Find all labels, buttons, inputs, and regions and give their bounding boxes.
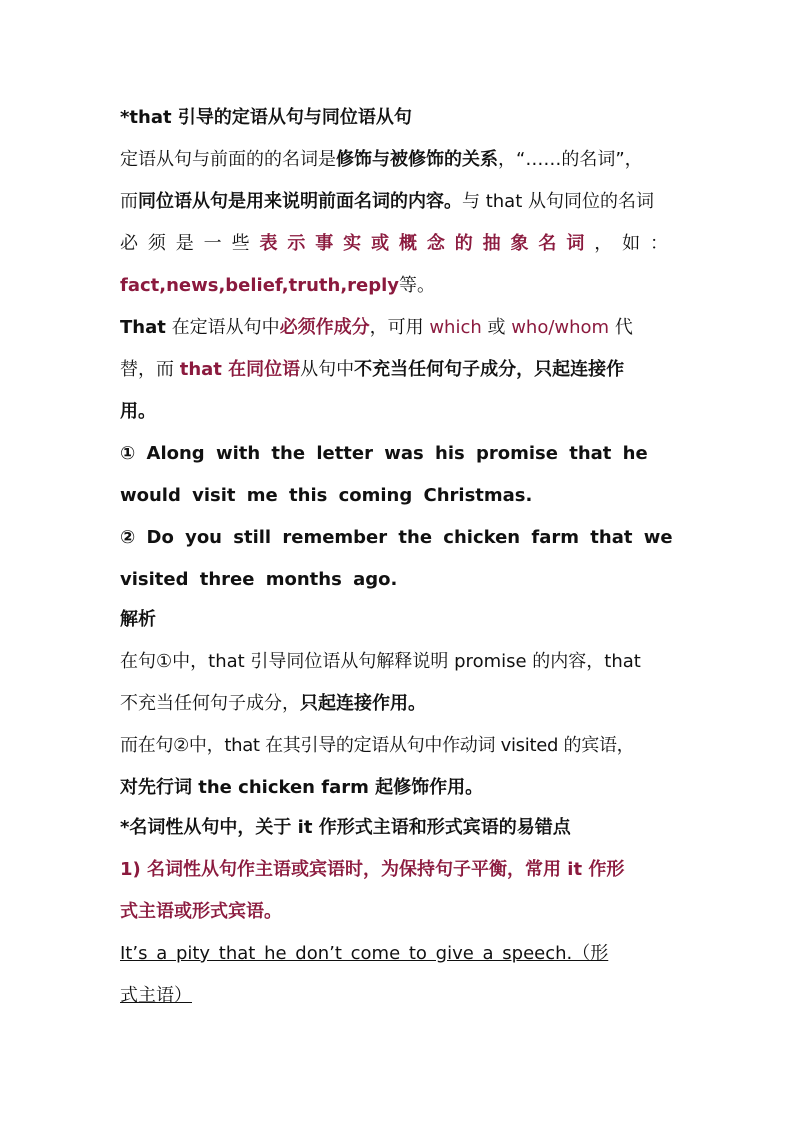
- analysis-line: 对先行词 the chicken farm 起修饰作用。: [120, 777, 484, 798]
- rule-line: 式主语或形式宾语。: [120, 901, 282, 922]
- section-heading-it-formal: *名词性从句中，关于 it 作形式主语和形式宾语的易错点: [120, 817, 571, 838]
- bold-text: 修饰与被修饰的关系: [336, 149, 498, 170]
- example-sentence-1: ① Along with the letter was his promise that he: [120, 443, 648, 464]
- paragraph-line: [120, 274, 435, 298]
- highlight-text: fact,news,belief,truth,reply: [120, 275, 400, 296]
- paragraph-line: [120, 148, 643, 172]
- bold-text: 同位语从句是用来说明前面名词的内容。: [138, 191, 462, 212]
- paragraph-line: [120, 358, 624, 382]
- section-heading-that-clauses: *that 引导的定语从句与同位语从句: [120, 107, 412, 128]
- highlight-text: 必须作成分: [279, 317, 370, 338]
- paragraph-line: [120, 232, 676, 256]
- text-run: 从句中: [300, 359, 355, 380]
- highlight-text: who/whom: [511, 317, 610, 338]
- highlight-text: that 在同位语: [179, 359, 301, 380]
- example-sentence-2: ② Do you still remember the chicken farm that we: [120, 527, 673, 548]
- example-sentence-it: It’s a pity that he don’t come to give a speech.（形: [120, 943, 609, 964]
- text-run: ，“……的名词”，: [498, 149, 643, 170]
- example-sentence-2-cont: visited three months ago.: [120, 569, 398, 590]
- text-run: ，可用: [369, 317, 430, 338]
- paragraph-line: [120, 190, 654, 214]
- text-run: 必须是一些: [120, 233, 260, 254]
- highlight-text: 表示事实或概念的抽象名词: [259, 233, 595, 254]
- text-run: 定语从句与前面的的名词是: [120, 149, 336, 170]
- bold-text: 不充当任何句子成分，只起连接作: [354, 359, 625, 380]
- text-run: 而: [120, 191, 138, 212]
- bold-text: That: [120, 317, 166, 338]
- text-run: 与 that 从句同位的名词: [462, 191, 654, 212]
- paragraph-line: 用。: [120, 401, 156, 422]
- example-sentence-1-cont: would visit me this coming Christmas.: [120, 485, 533, 506]
- highlight-text: which: [429, 317, 482, 338]
- paragraph-line: [120, 316, 633, 340]
- analysis-title: 解析: [120, 609, 156, 630]
- text-run: 或: [481, 317, 512, 338]
- text-run: 替，而: [120, 359, 180, 380]
- text-run: 在定语从句中: [165, 317, 280, 338]
- text-run: 代: [609, 317, 633, 338]
- text-run: ，如：: [594, 233, 677, 254]
- rule-line: 1) 名词性从句作主语或宾语时，为保持句子平衡，常用 it 作形: [120, 859, 625, 880]
- text-run: 不充当任何句子成分，: [120, 693, 300, 714]
- text-run: 等。: [399, 275, 436, 296]
- analysis-line: 而在句②中，that 在其引导的定语从句中作动词 visited 的宾语，: [120, 735, 635, 756]
- analysis-line: [120, 692, 426, 716]
- analysis-line: 在句①中，that 引导同位语从句解释说明 promise 的内容，that: [120, 651, 641, 672]
- example-sentence-it-cont: 式主语）: [120, 985, 192, 1006]
- bold-text: 只起连接作用。: [300, 693, 426, 714]
